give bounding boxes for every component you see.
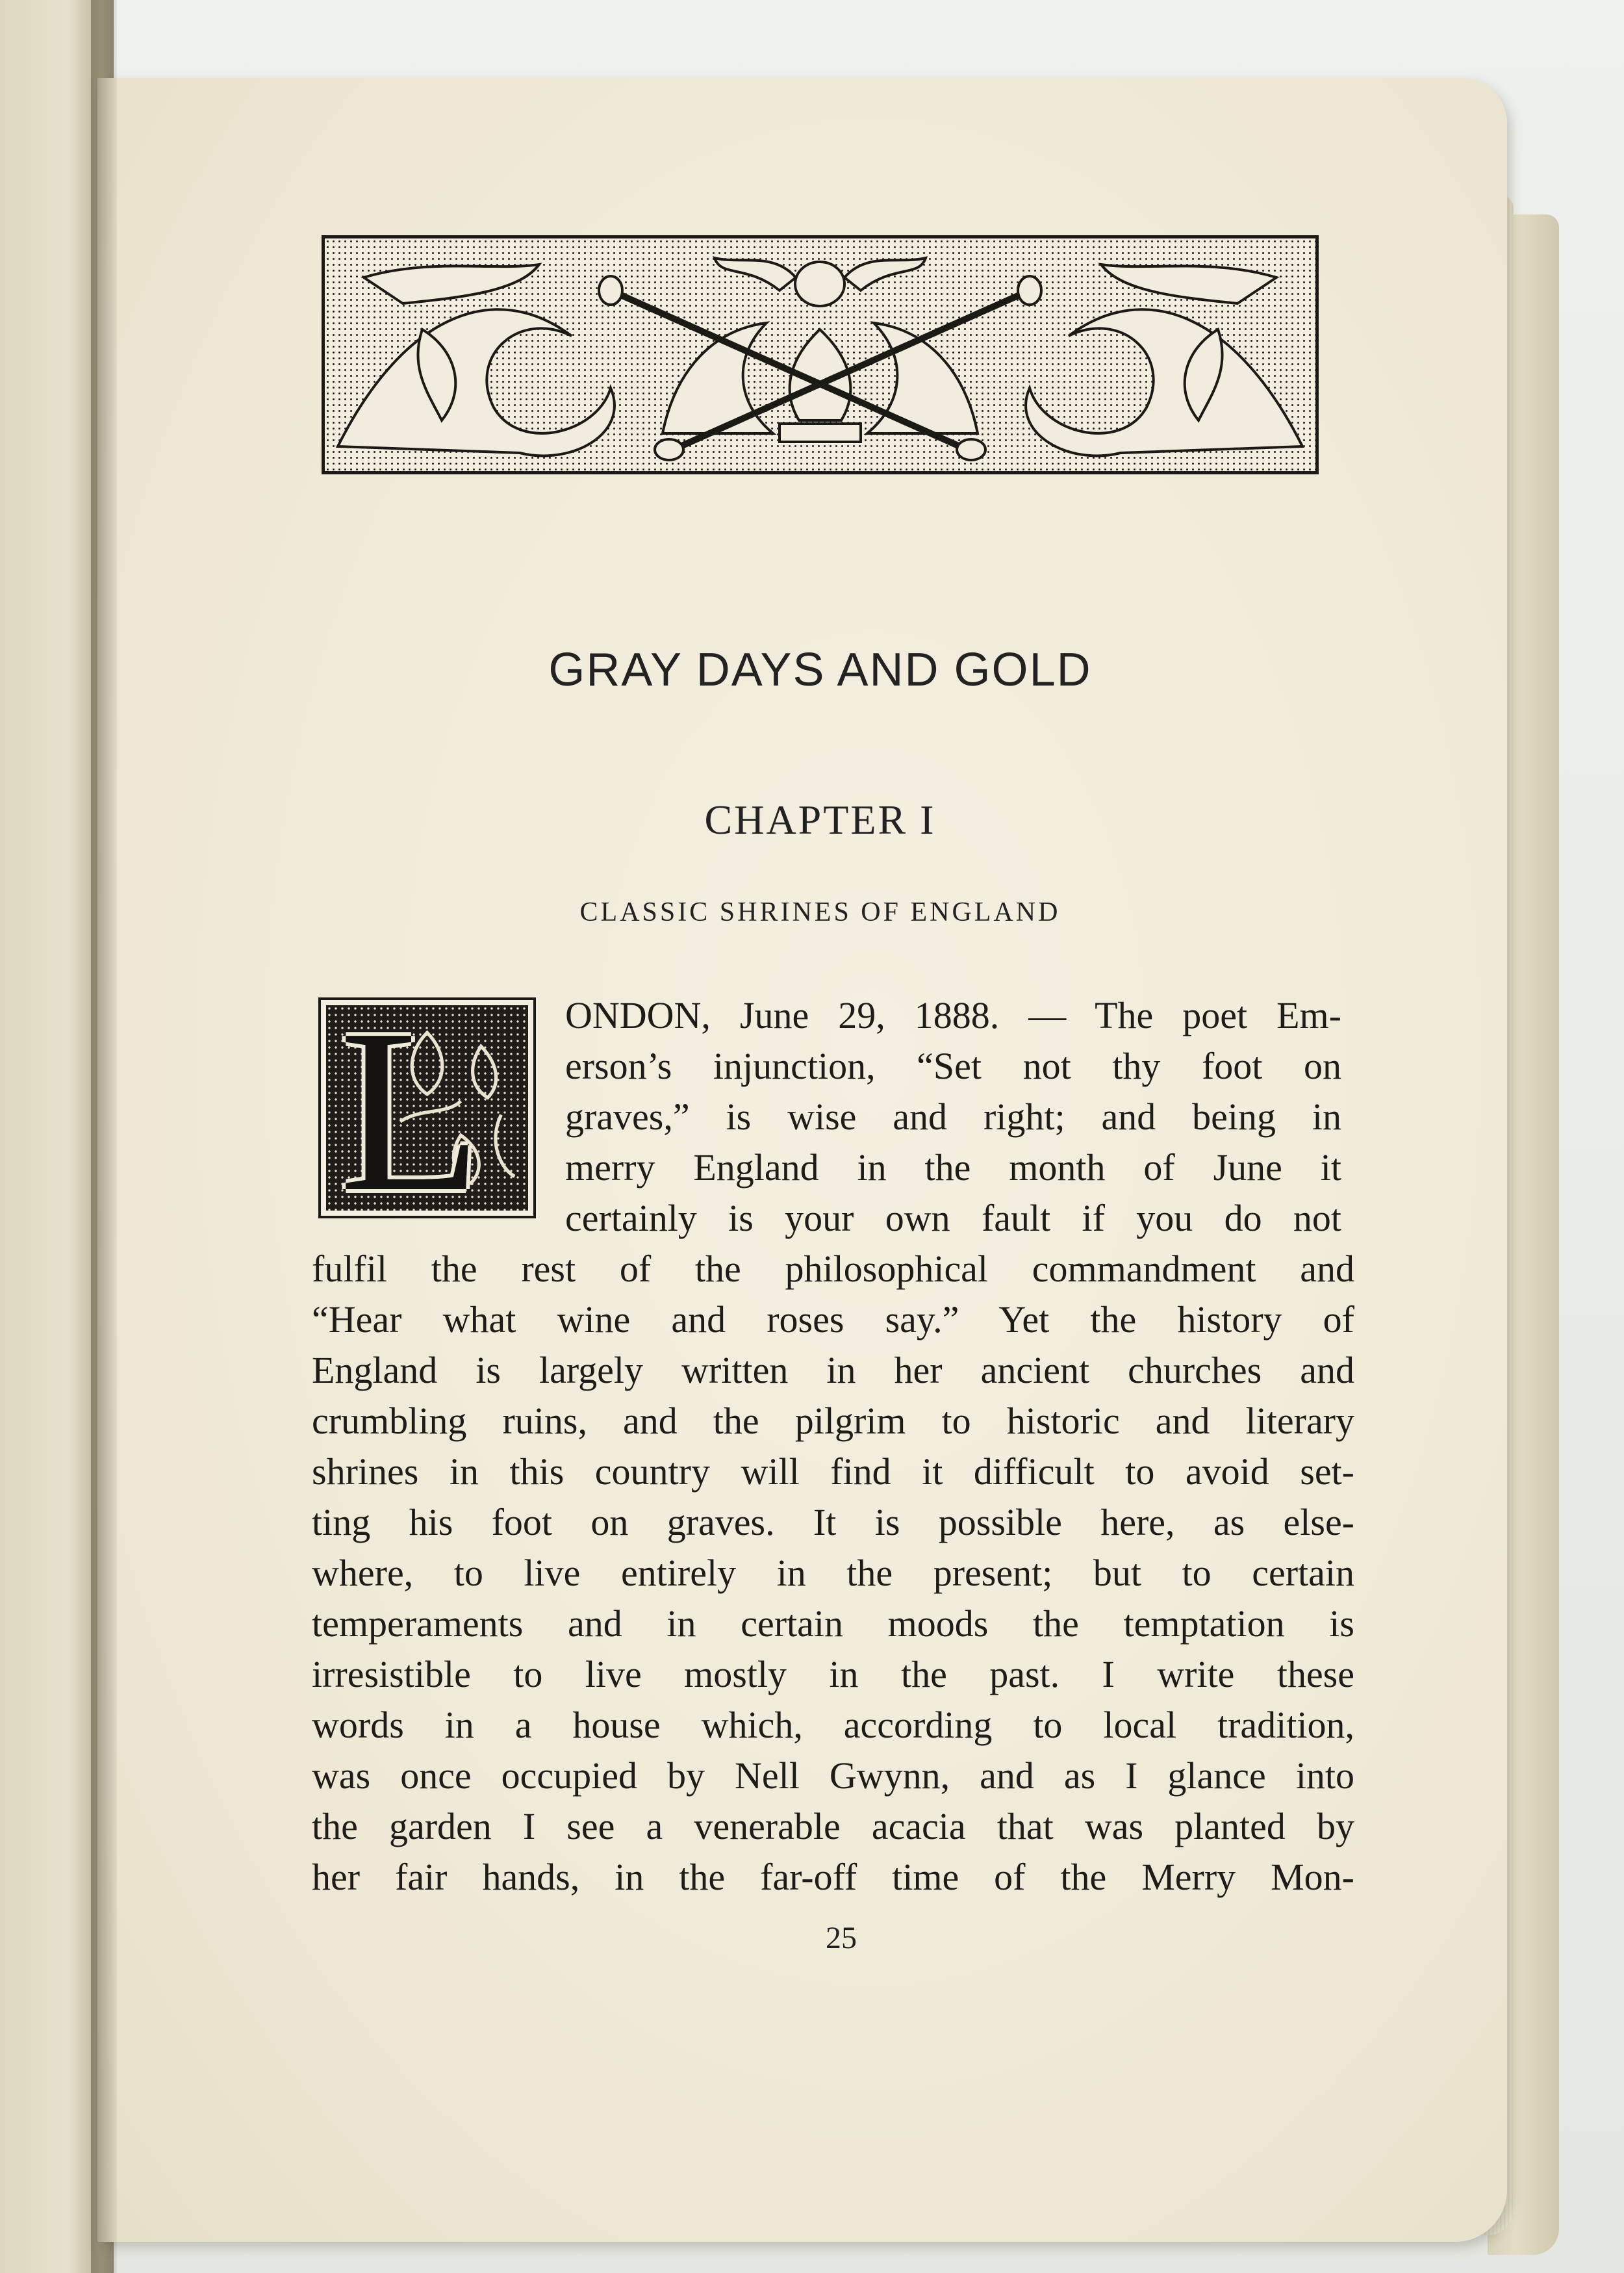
- text-line: erson’s injunction, “Set not thy foot on: [565, 1045, 1341, 1087]
- text-line: the garden I see a venerable acacia that was planted by: [312, 1805, 1354, 1847]
- text-line: shrines in this country will find it difficult to avoid set-: [312, 1450, 1354, 1493]
- text-line: ting his foot on graves. It is possible here, as else-: [312, 1501, 1354, 1543]
- page-number: 25: [826, 1921, 857, 1955]
- decorated-initial-icon: [318, 981, 536, 1240]
- text-line: fulfil the rest of the philosophical commandment and: [312, 1248, 1354, 1290]
- gutter-shadow: [91, 0, 117, 2273]
- text-line: certainly is your own fault if you do not: [565, 1197, 1341, 1239]
- chapter-heading: CHAPTER I: [704, 797, 936, 843]
- text-line: merry England in the month of June it: [565, 1146, 1341, 1188]
- text-line: England is largely written in her ancient churches and: [312, 1349, 1354, 1391]
- text-line: “Hear what wine and roses say.” Yet the history of: [312, 1298, 1354, 1341]
- ornamental-headpiece-icon: [322, 235, 1319, 474]
- text-line: irresistible to live mostly in the past. I write these: [312, 1653, 1354, 1695]
- text-line: ONDON, June 29, 1888. — The poet Em-: [565, 994, 1341, 1036]
- chapter-subtitle: CLASSIC SHRINES OF ENGLAND: [579, 897, 1061, 927]
- text-line: crumbling ruins, and the pilgrim to historic and literary: [312, 1400, 1354, 1442]
- text-line: temperaments and in certain moods the temptation is: [312, 1602, 1354, 1645]
- text-line: was once occupied by Nell Gwynn, and as I glance into: [312, 1754, 1354, 1797]
- drop-cap-letter: L: [339, 981, 482, 1240]
- text-line: where, to live entirely in the present; but to certain: [312, 1552, 1354, 1594]
- text-line: graves,” is wise and right; and being in: [565, 1096, 1341, 1138]
- text-line: her fair hands, in the far-off time of the Merry Mon-: [312, 1856, 1354, 1898]
- text-line: words in a house which, according to local tradition,: [312, 1704, 1354, 1746]
- book-title: GRAY DAYS AND GOLD: [548, 644, 1092, 696]
